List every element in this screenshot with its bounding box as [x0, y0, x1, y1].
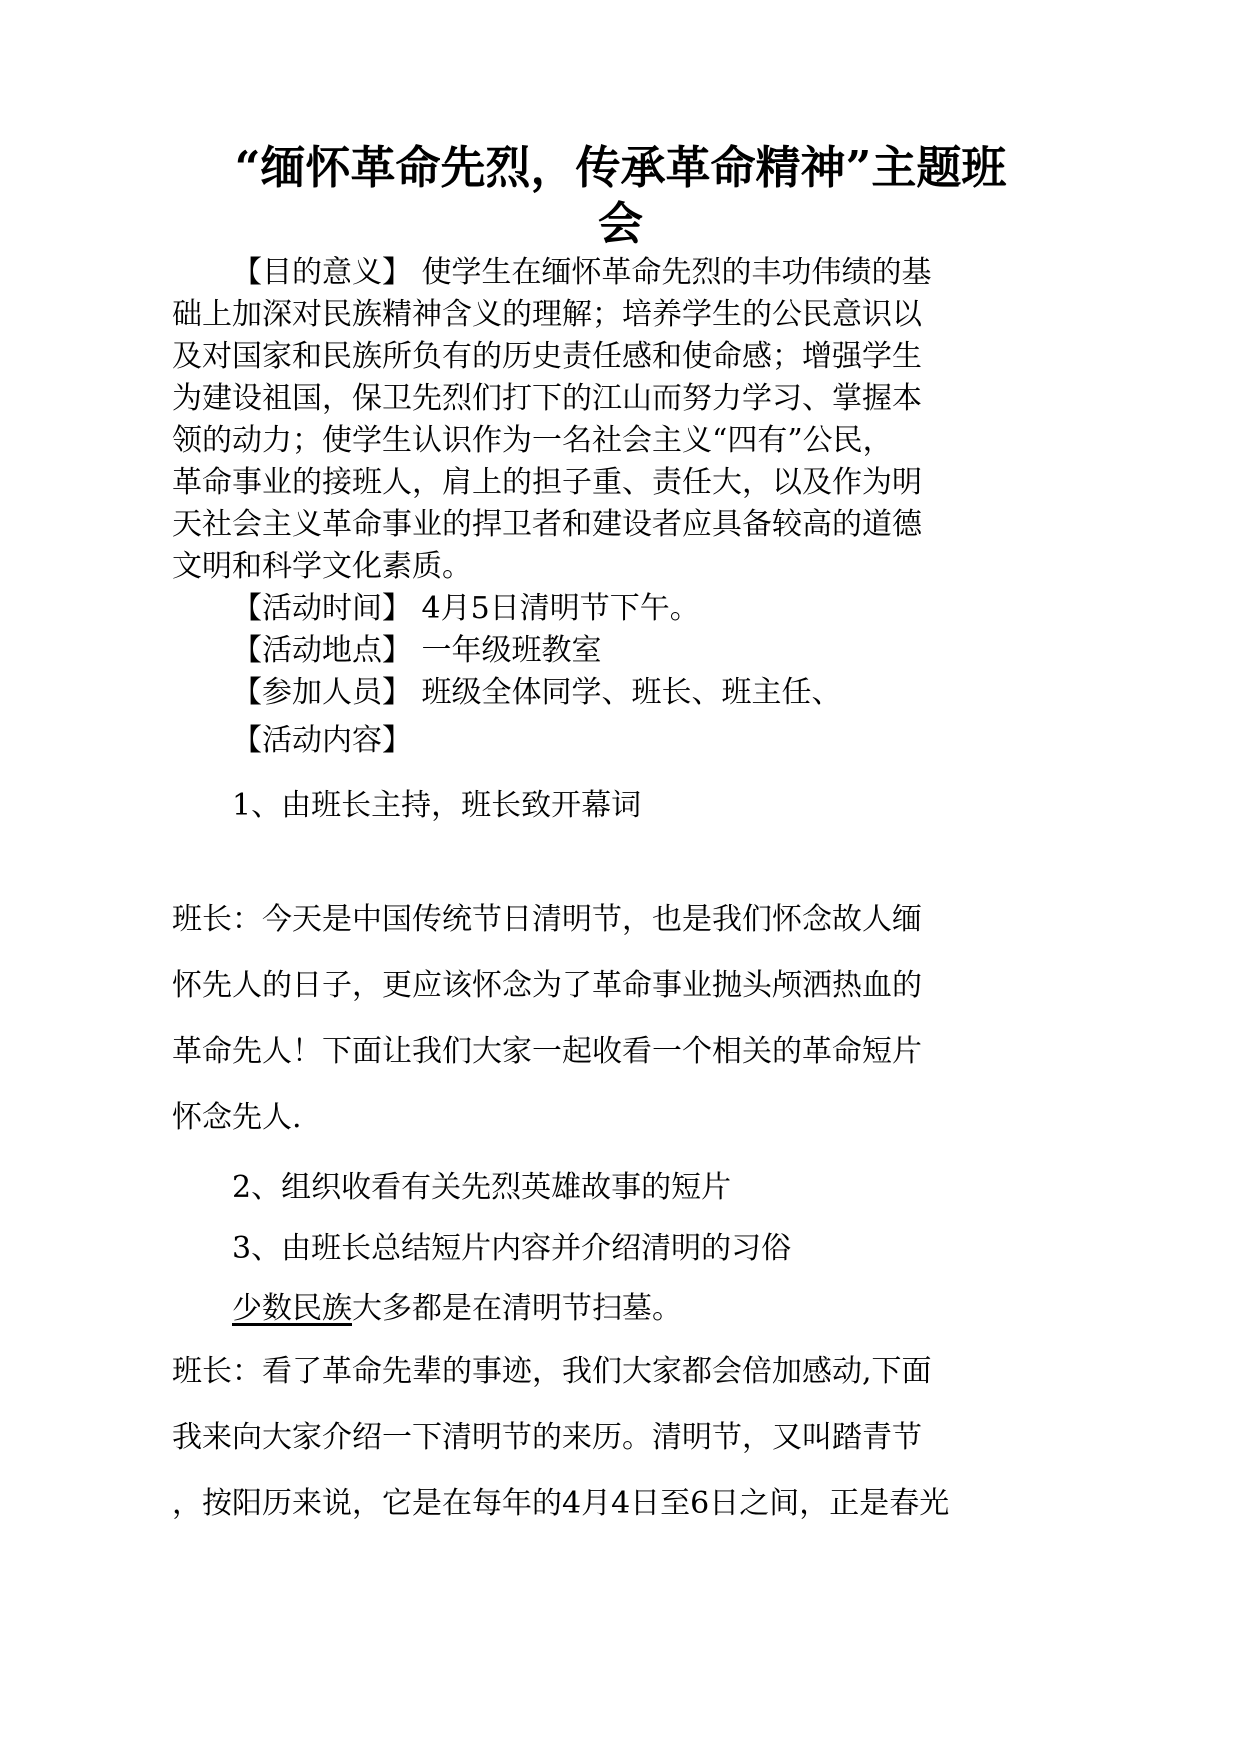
speech-1-line-2: 怀先人的日子，更应该怀念为了革命事业抛头颅洒热血的	[172, 968, 922, 1003]
step-2: 2、组织收看有关先烈英雄故事的短片	[232, 1170, 732, 1205]
minority-line	[232, 1289, 682, 1329]
purpose-line-6: 革命事业的接班人，肩上的担子重、责任大，以及作为明	[172, 465, 922, 500]
activity-place: 【活动地点】 一年级班教室	[232, 633, 602, 668]
purpose-line-5: 领的动力；使学生认识作为一名社会主义“四有”公民，	[172, 423, 893, 458]
step-1: 1、由班长主持，班长致开幕词	[232, 788, 642, 823]
speech-1-line-4: 怀念先人.	[172, 1100, 302, 1135]
minority-underlined-text: 少数民族	[232, 1291, 352, 1326]
step-3: 3、由班长总结短片内容并介绍清明的习俗	[232, 1231, 792, 1266]
purpose-line-8: 文明和科学文化素质。	[172, 549, 472, 584]
minority-rest-text: 大多都是在清明节扫墓。	[352, 1291, 682, 1326]
purpose-line-2: 础上加深对民族精神含义的理解；培养学生的公民意识以	[172, 297, 922, 332]
speech-2-line-3: ，按阳历来说，它是在每年的4月4日至6日之间，正是春光	[172, 1486, 950, 1521]
purpose-line-7: 天社会主义革命事业的捍卫者和建设者应具备较高的道德	[172, 507, 922, 542]
speech-2-line-1: 班长：看了革命先辈的事迹，我们大家都会倍加感动,下面	[172, 1354, 932, 1389]
activity-time: 【活动时间】 4月5日清明节下午。	[232, 591, 700, 626]
activity-content-heading: 【活动内容】	[232, 723, 412, 758]
document-title-line-1: “缅怀革命先烈，传承革命精神”主题班	[234, 141, 1007, 194]
purpose-line-4: 为建设祖国，保卫先烈们打下的江山而努力学习、掌握本	[172, 381, 922, 416]
purpose-line-3: 及对国家和民族所负有的历史责任感和使命感；增强学生	[172, 339, 922, 374]
document-title-line-2: 会	[597, 197, 643, 250]
activity-participants: 【参加人员】 班级全体同学、班长、班主任、	[232, 675, 842, 710]
speech-1-line-1: 班长：今天是中国传统节日清明节，也是我们怀念故人缅	[172, 902, 922, 937]
speech-2-line-2: 我来向大家介绍一下清明节的来历。清明节，又叫踏青节	[172, 1420, 922, 1455]
purpose-line-1: 【目的意义】 使学生在缅怀革命先烈的丰功伟绩的基	[232, 255, 932, 290]
speech-1-line-3: 革命先人！下面让我们大家一起收看一个相关的革命短片	[172, 1034, 922, 1069]
